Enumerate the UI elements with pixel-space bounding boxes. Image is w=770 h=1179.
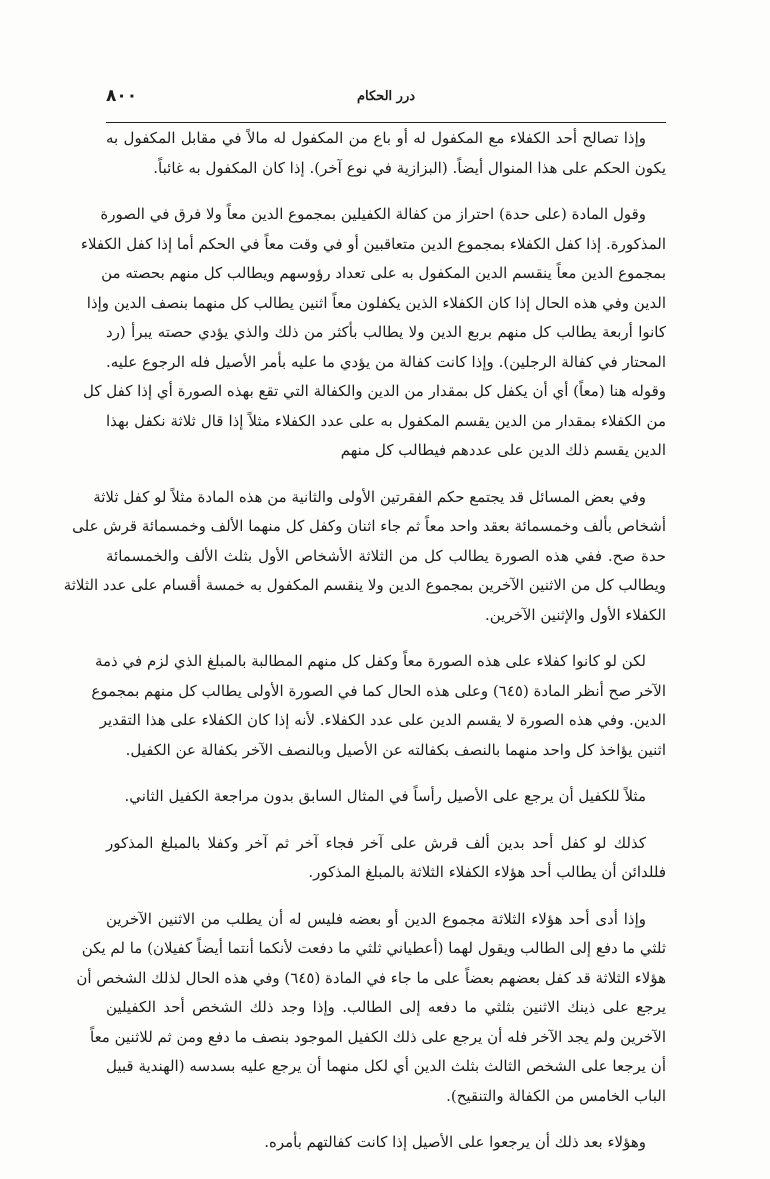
paragraph bbox=[63, 483, 666, 631]
text-line: وقوله هنا (معاً) أي أن يكفل كل بمقدار من الدين والكفالة التي تقع بهذه الصورة أي إذا كفل كل bbox=[82, 382, 666, 400]
text-line: اثنين يؤاخذ كل واحد منهما بالنصف بكفالته عن الأصيل وبالنصف الآخر بكفالة عن الكفيل. bbox=[125, 740, 666, 759]
text-line: الآخر صح أنظر المادة (٦٤٥) وعلى هذه الحال كما في الصورة الأولى يطالب كل منهم بمجموع bbox=[91, 681, 666, 700]
text-line: وقول المادة (على حدة) احتراز من كفالة الكفيلين بمجموع الدين معاً ولا فرق في الصورة bbox=[100, 205, 646, 223]
text-line: يكون الحكم على هذا المنوال أيضاً. (البزازية في نوع آخر). إذا كان المكفول به غائباً. bbox=[153, 158, 666, 177]
text-line: الدين. وفي هذه الصورة لا يقسم الدين على عدد الكفلاء. لأنه إذا كان الكفلاء على هذا التقدير bbox=[99, 711, 666, 729]
paragraph bbox=[80, 200, 666, 466]
text-line: ثلثي ما دفع إلى الطالب ويقول لهما (أعطياني ثلثي ما دفعت لأنكما أنتما أيضاً كفيلان) ما لم يكن bbox=[81, 939, 666, 957]
text-line: وإذا أدى أحد هؤلاء الثلاثة مجموع الدين أو بعضه فليس له أن يطلب من الاثنين الآخرين bbox=[106, 909, 646, 928]
text-line: أن يرجعا على الشخص الثالث بثلث الدين أي لكل منهما أن يرجع عليه بسدسه (الهندية قبيل bbox=[106, 1057, 666, 1075]
text-line: الدين يقسم ذلك الدين على عددهم فيطالب كل منهم bbox=[340, 441, 666, 459]
text-line: بمجموع الدين معاً ينقسم الدين المكفول به على تعداد رؤوسهم ويطالب كل منهم بحصته من bbox=[101, 264, 666, 282]
page-header bbox=[106, 84, 666, 123]
text-line: الآخرين ولم يجد الآخر فله أن يرجع على ذلك الكفيل الموجود بنصف ما دفع ومن ثم للاثنين معاً bbox=[90, 1027, 666, 1046]
text-line: من الكفلاء بمقدار من الدين يقسم المكفول به على عدد الكفلاء مثلاً إذا قال ثلاثة نكفل بهذا bbox=[106, 411, 666, 430]
text-line: كانوا أربعة يطالب كل منهم بربع الدين ولا يطالب بأكثر من ذلك والذي يؤدي حصته يبرأ (رد bbox=[106, 323, 666, 341]
text-line: لكن لو كانوا كفلاء على هذه الصورة معاً وكفل كل منهم المطالبة بالمبلغ الذي لزم في ذمة bbox=[94, 652, 646, 670]
text-line: حدة صح. ففي هذه الصورة يطالب كل من الثلاثة الأشخاص الأول بثلث الألف والخمسمائة bbox=[106, 546, 666, 565]
text-line: الدين وفي هذه الحال إذا كان الكفلاء الذين يكفلون معاً اثنين يطالب كل منهما بنصف الدين وإذا bbox=[86, 293, 666, 312]
text-line: المحتار في كفالة الرجلين). وإذا كانت كفالة من يؤدي ما عليه بأمر الأصيل فله الرجوع عليه. bbox=[106, 352, 666, 371]
text-line: كذلك لو كفل أحد بدين ألف قرش على آخر فجاء آخر ثم آخر وكفلا بالمبلغ المذكور bbox=[106, 833, 646, 852]
running-title: درر الحكام bbox=[356, 89, 416, 104]
page-number: ٨٠٠ bbox=[106, 86, 138, 106]
text-line: وهؤلاء بعد ذلك أن يرجعوا على الأصيل إذا كانت كفالتهم بأمره. bbox=[264, 1133, 646, 1151]
text-line: هؤلاء الثلاثة قد كفل بعضهم بعضاً على ما جاء في المادة (٦٤٥) وفي هذه الحال لذلك الشخص أن bbox=[76, 968, 666, 987]
text-line: ويطالب كل من الاثنين الآخرين بمجموع الدين ولا ينقسم المكفول به خمسة أقسام على عدد الثلاثة bbox=[63, 576, 666, 594]
paragraph bbox=[91, 647, 666, 765]
text-line: الكفلاء الأول والإثنين الآخرين. bbox=[484, 605, 666, 624]
text-line: فللدائن أن يطالب أحد هؤلاء الكفلاء الثلاثة بالمبلغ المذكور. bbox=[308, 863, 666, 881]
paragraph bbox=[76, 905, 666, 1112]
text-line: يرجع على ذينك الاثنين بثلثي ما دفعه إلى الطالب. وإذا وجد ذلك الشخص أحد الكفيلين bbox=[106, 998, 666, 1016]
paragraph bbox=[106, 124, 666, 183]
text-line: مثلاً للكفيل أن يرجع على الأصيل رأساً في المثال السابق بدون مراجعة الكفيل الثاني. bbox=[124, 787, 646, 805]
text-line: وإذا تصالح أحد الكفلاء مع المكفول له أو باع من المكفول له مالاً في مقابل المكفول به bbox=[106, 129, 646, 147]
text-line: المذكورة. إذا كفل الكفلاء بمجموع الدين متعاقبين أو في وقت معاً في الحكم أما إذا كفل الكفلاء bbox=[80, 234, 666, 253]
page-body bbox=[63, 124, 666, 1175]
text-line: وفي بعض المسائل قد يجتمع حكم الفقرتين الأولى والثانية من هذه المادة مثلاً لو كفل ثلاثة bbox=[93, 487, 646, 506]
paragraph bbox=[106, 829, 666, 888]
paragraph bbox=[106, 782, 666, 812]
text-line: أشخاص بألف وخمسمائة بعقد واحد معاً ثم جاء اثنان وكفل كل منهما الألف وخمسمائة قرش على bbox=[72, 517, 666, 535]
text-line: الباب الخامس من الكفالة والتنقيح). bbox=[446, 1086, 666, 1105]
paragraph bbox=[106, 1128, 666, 1158]
